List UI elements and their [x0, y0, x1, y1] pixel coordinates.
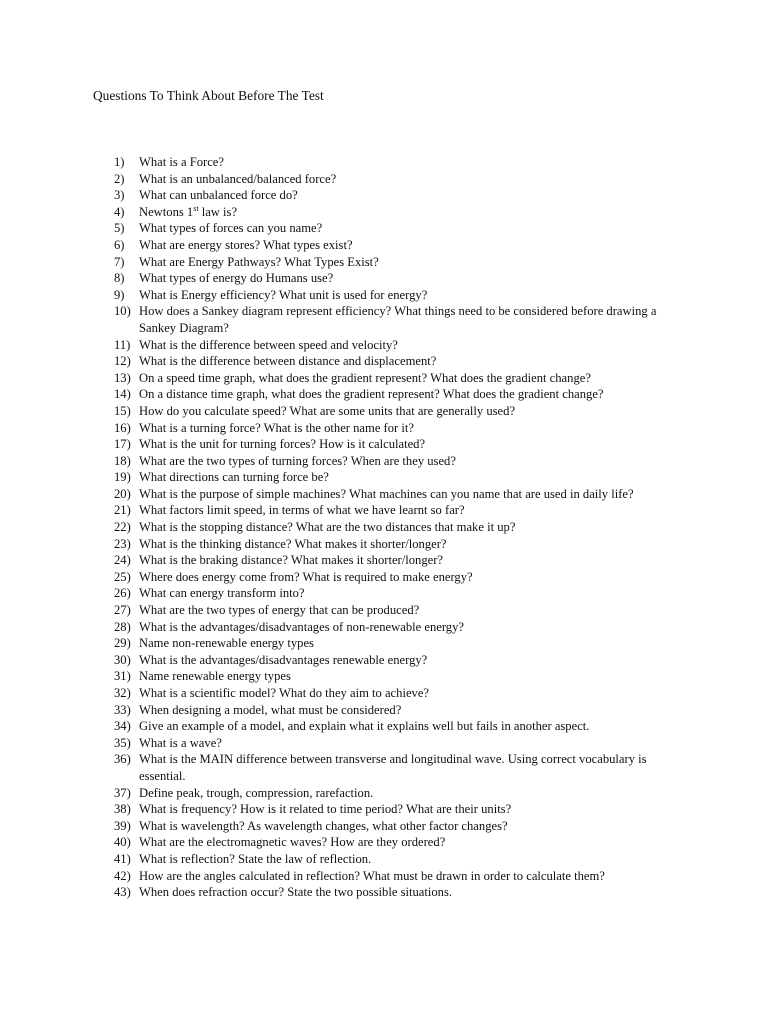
question-number: 20): [114, 486, 131, 501]
question-number: 10): [114, 304, 131, 319]
question-number: 8): [114, 271, 125, 286]
question-item: [114, 851, 674, 868]
question-text: Where does energy come from? What is required to make energy?: [139, 569, 473, 584]
question-item: [114, 801, 674, 818]
question-number: 12): [114, 354, 131, 369]
question-item: [114, 585, 674, 602]
question-item: [114, 552, 674, 569]
question-number: 15): [114, 403, 131, 418]
question-text: What are energy stores? What types exist?: [139, 237, 353, 252]
question-text: What factors limit speed, in terms of what we have learnt so far?: [139, 503, 465, 518]
question-item: [114, 785, 674, 802]
question-number: 19): [114, 470, 131, 485]
question-number: 42): [114, 868, 131, 883]
question-number: 2): [114, 171, 125, 186]
question-number: 9): [114, 287, 125, 302]
question-number: 29): [114, 636, 131, 651]
question-text: What is Energy efficiency? What unit is used for energy?: [139, 287, 428, 302]
question-number: 23): [114, 536, 131, 551]
question-number: 43): [114, 885, 131, 900]
question-item: [114, 619, 674, 636]
question-number: 5): [114, 221, 125, 236]
question-item: [114, 868, 674, 885]
question-item: [114, 519, 674, 536]
question-text: Name non-renewable energy types: [139, 636, 314, 651]
question-item: [114, 668, 674, 685]
question-number: 39): [114, 818, 131, 833]
question-text: How does a Sankey diagram represent efficiency? What things need to be considered before drawing a Sankey Diagram?: [139, 304, 657, 335]
question-text: What types of energy do Humans use?: [139, 271, 334, 286]
question-number: 16): [114, 420, 131, 435]
question-item: [114, 171, 674, 188]
question-number: 41): [114, 851, 131, 866]
question-number: 4): [114, 204, 125, 219]
question-text: What can unbalanced force do?: [139, 188, 298, 203]
question-number: 6): [114, 237, 125, 252]
question-number: 38): [114, 802, 131, 817]
question-item: [114, 420, 674, 437]
question-text: [139, 204, 674, 221]
question-number: 24): [114, 553, 131, 568]
question-text: What are Energy Pathways? What Types Exist?: [139, 254, 379, 269]
document-title: Questions To Think About Before The Test: [93, 88, 324, 103]
question-item: [114, 453, 674, 470]
question-text: What is the stopping distance? What are the two distances that make it up?: [139, 520, 516, 535]
question-number: 14): [114, 387, 131, 402]
question-number: 1): [114, 155, 125, 169]
question-number: 34): [114, 719, 131, 734]
question-item: [114, 287, 674, 304]
question-number: 7): [114, 254, 125, 269]
question-text-part: law is?: [198, 204, 238, 219]
question-item: [114, 685, 674, 702]
question-text: What is frequency? How is it related to time period? What are their units?: [139, 802, 512, 817]
question-number: 21): [114, 503, 131, 518]
question-item: [114, 337, 674, 354]
question-number: 18): [114, 453, 131, 468]
question-text: On a distance time graph, what does the gradient represent? What does the gradient change?: [139, 387, 604, 402]
question-text: What are the electromagnetic waves? How are they ordered?: [139, 835, 446, 850]
question-number: 32): [114, 686, 131, 700]
question-text: What is the difference between distance and displacement?: [139, 354, 437, 369]
question-item: [114, 237, 674, 254]
question-text: What can energy transform into?: [139, 586, 305, 601]
question-number: 13): [114, 370, 131, 385]
question-item: [114, 818, 674, 835]
question-item: [114, 154, 674, 171]
question-item: [114, 187, 674, 204]
question-text: What is the thinking distance? What makes it shorter/longer?: [139, 536, 447, 551]
question-number: 11): [114, 337, 131, 352]
question-number: 27): [114, 603, 131, 618]
question-item: [114, 702, 674, 719]
question-text: What is the difference between speed and velocity?: [139, 337, 398, 352]
question-item: [114, 502, 674, 519]
question-item: [114, 204, 674, 221]
question-text: What is an unbalanced/balanced force?: [139, 171, 337, 186]
question-text: What is a wave?: [139, 735, 222, 750]
question-item: [114, 652, 674, 669]
question-number: 3): [114, 188, 125, 203]
question-text: What is the purpose of simple machines? What machines can you name that are used in daily life?: [139, 486, 634, 501]
question-number: 33): [114, 702, 131, 717]
question-text: What is a Force?: [139, 155, 224, 169]
question-number: 37): [114, 785, 131, 800]
question-number: 28): [114, 619, 131, 634]
question-item: [114, 386, 674, 403]
question-item: [114, 751, 674, 784]
question-text: Give an example of a model, and explain what it explains well but fails in another aspect.: [139, 719, 590, 734]
question-number: 22): [114, 520, 131, 535]
question-item: [114, 635, 674, 652]
question-list: [114, 154, 674, 901]
question-item: [114, 220, 674, 237]
question-text: How are the angles calculated in reflection? What must be drawn in order to calculate them?: [139, 868, 605, 883]
question-item: [114, 718, 674, 735]
question-text: Name renewable energy types: [139, 669, 291, 684]
question-item: [114, 834, 674, 851]
question-number: 40): [114, 835, 131, 850]
question-item: [114, 370, 674, 387]
question-item: [114, 884, 674, 901]
question-superscript: st: [193, 203, 199, 213]
question-number: 26): [114, 586, 131, 601]
question-item: [114, 469, 674, 486]
question-item: [114, 735, 674, 752]
question-text: What is a scientific model? What do they aim to achieve?: [139, 686, 430, 700]
question-number: 17): [114, 437, 131, 452]
question-text: What is the braking distance? What makes it shorter/longer?: [139, 553, 444, 568]
question-text: What are the two types of turning forces? When are they used?: [139, 453, 456, 468]
question-text: What is wavelength? As wavelength changes, what other factor changes?: [139, 818, 508, 833]
question-text-part: Newtons 1: [139, 204, 194, 219]
question-text: What is the advantages/disadvantages of non-renewable energy?: [139, 619, 464, 634]
question-text: What is reflection? State the law of reflection.: [139, 851, 372, 866]
question-item: [114, 353, 674, 370]
question-number: 31): [114, 669, 131, 684]
question-number: 30): [114, 652, 131, 667]
question-text: On a speed time graph, what does the gradient represent? What does the gradient change?: [139, 370, 591, 385]
question-text: How do you calculate speed? What are some units that are generally used?: [139, 403, 516, 418]
question-item: [114, 486, 674, 503]
question-text: When designing a model, what must be considered?: [139, 702, 402, 717]
question-item: [114, 436, 674, 453]
question-item: [114, 602, 674, 619]
question-text: When does refraction occur? State the two possible situations.: [139, 885, 453, 900]
question-number: 36): [114, 752, 131, 767]
question-text: What is the unit for turning forces? How is it calculated?: [139, 437, 426, 452]
question-item: [114, 569, 674, 586]
question-text: What are the two types of energy that can be produced?: [139, 603, 420, 618]
question-item: [114, 403, 674, 420]
question-text: What is the advantages/disadvantages renewable energy?: [139, 652, 428, 667]
question-item: [114, 270, 674, 287]
question-item: [114, 303, 674, 336]
question-item: [114, 254, 674, 271]
question-text: What directions can turning force be?: [139, 470, 329, 485]
question-number: 25): [114, 569, 131, 584]
question-number: 35): [114, 735, 131, 750]
question-item: [114, 536, 674, 553]
question-text: What is a turning force? What is the other name for it?: [139, 420, 414, 435]
question-text: What types of forces can you name?: [139, 221, 323, 236]
question-text: Define peak, trough, compression, rarefaction.: [139, 785, 374, 800]
question-text: What is the MAIN difference between transverse and longitudinal wave. Using correct vocabulary is essential.: [139, 752, 647, 783]
